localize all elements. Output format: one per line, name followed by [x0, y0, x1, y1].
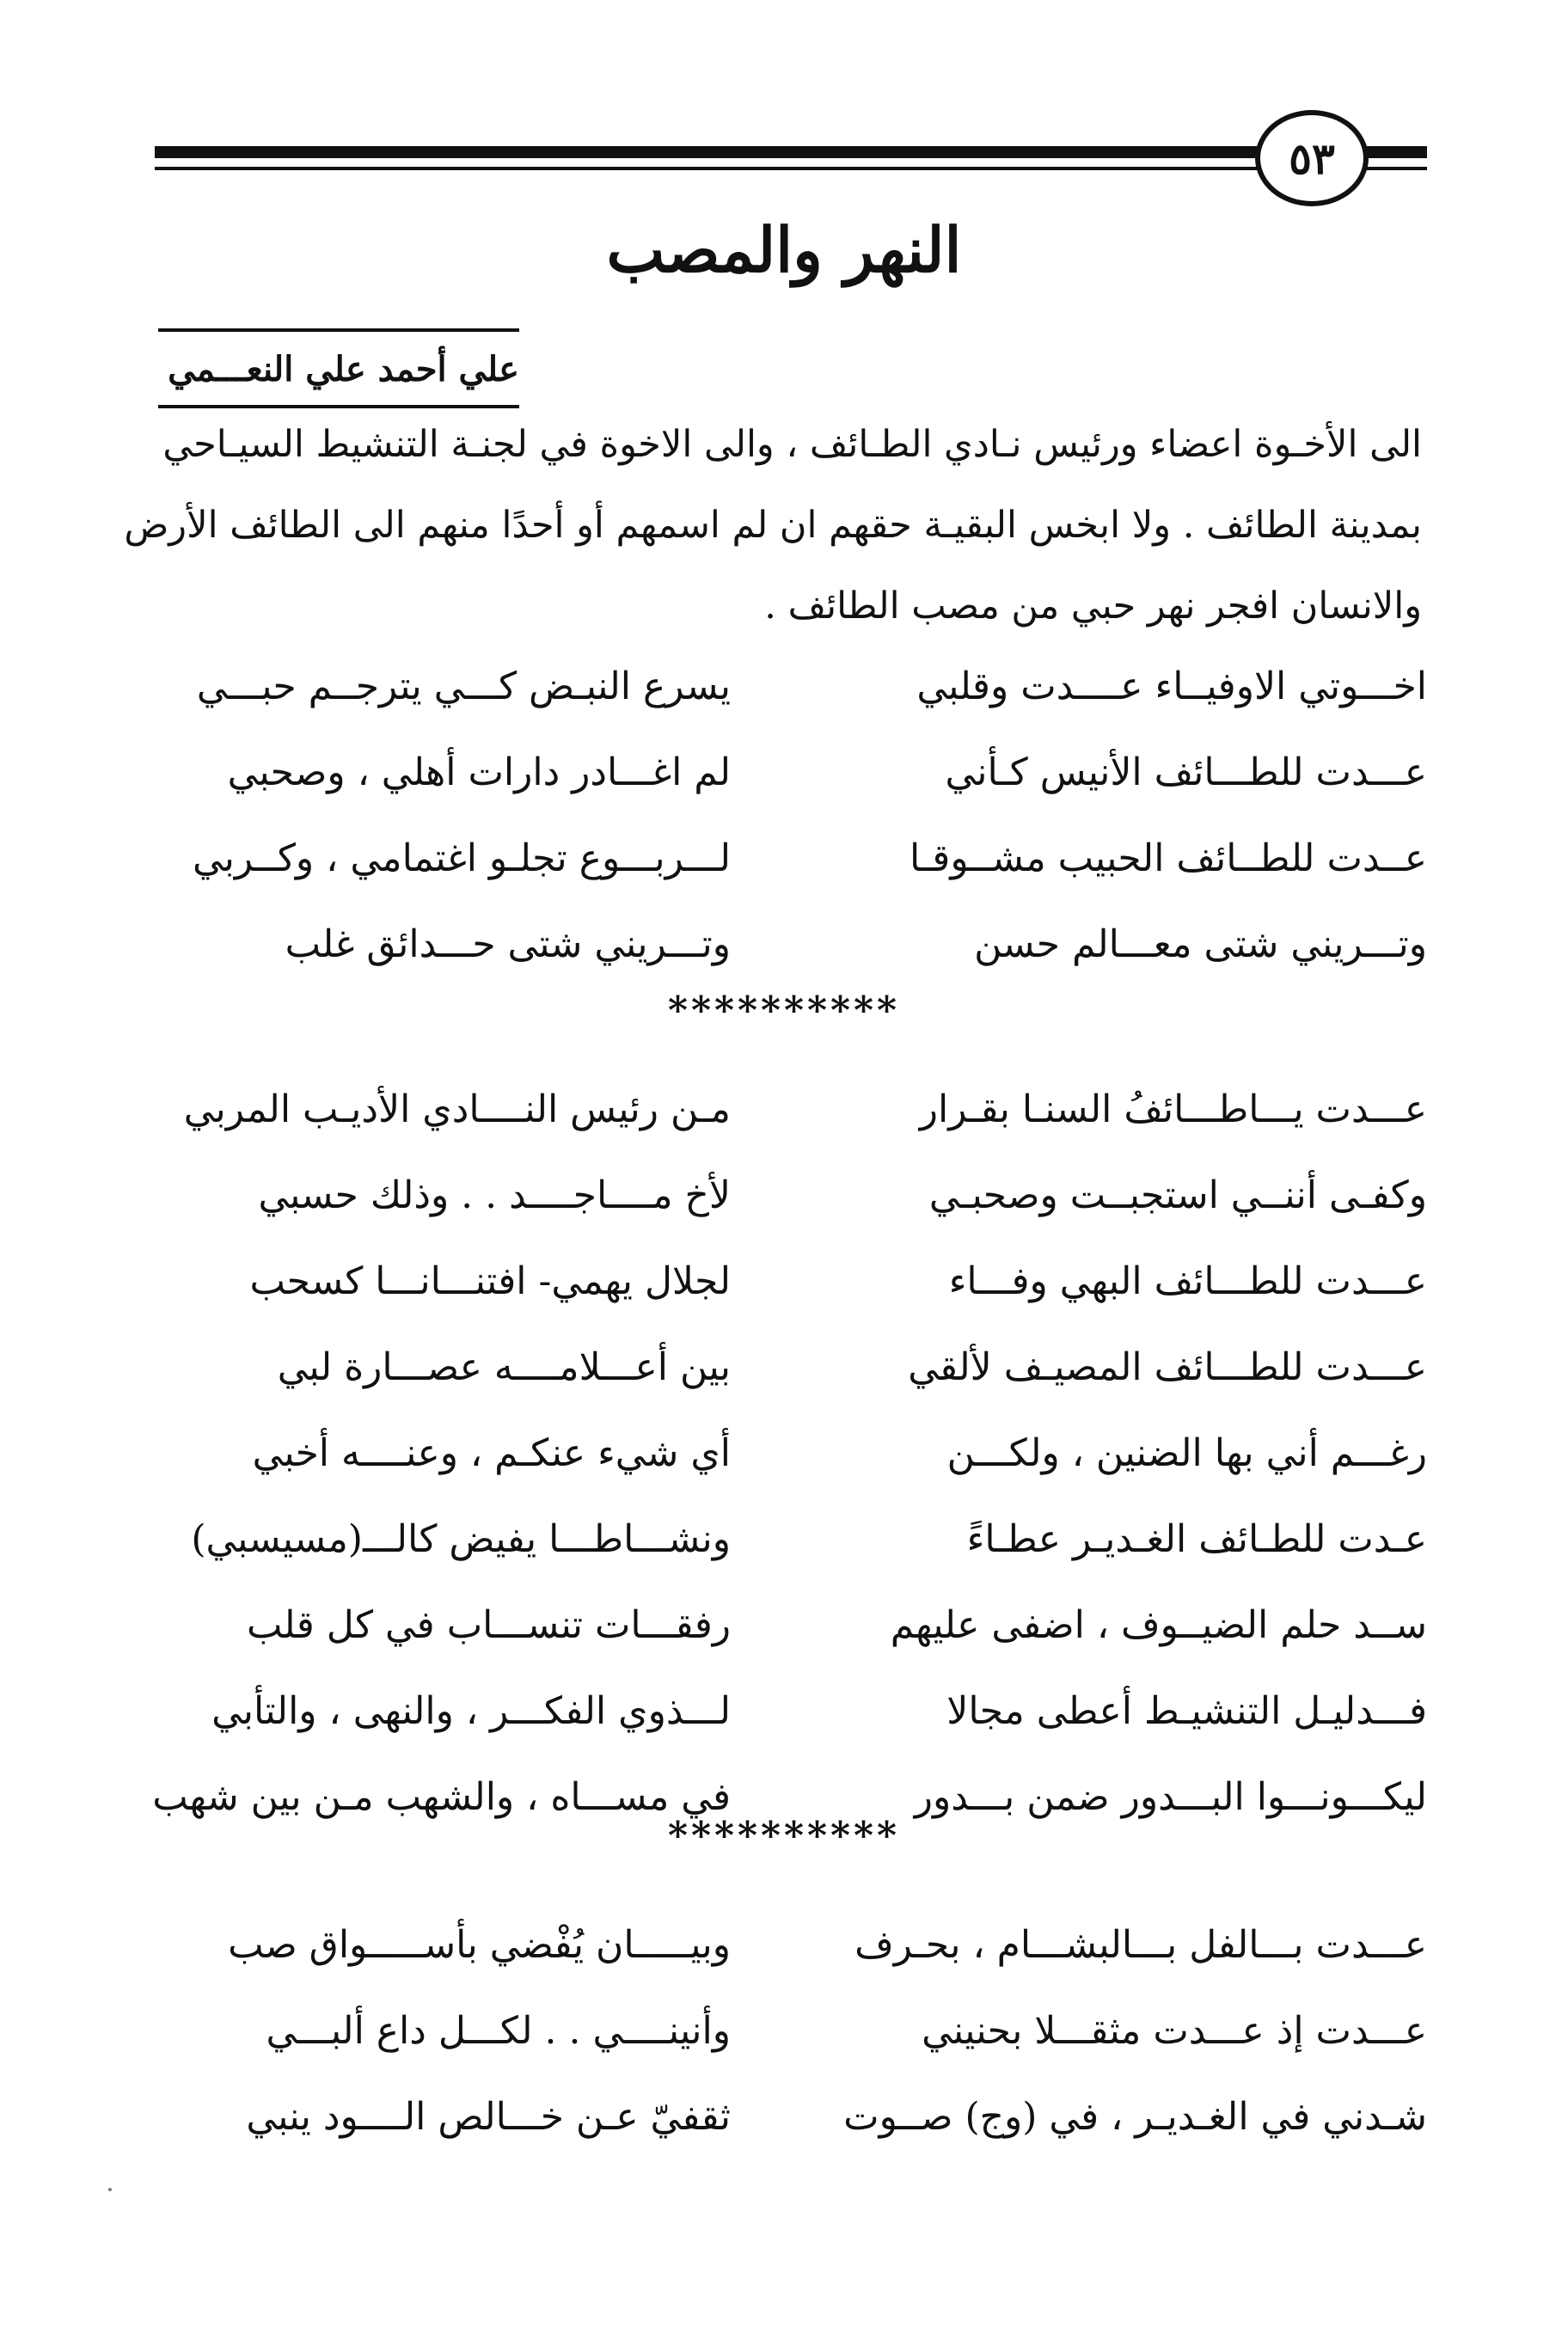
verse-first-hemistich: عـدت للطـائف الغـديـر عطـاءً	[966, 1516, 1427, 1561]
verse-second-hemistich: لم اغـــادر دارات أهلي ، وصحبي	[227, 750, 731, 794]
verse	[146, 1152, 1427, 1238]
verse-second-hemistich: لـــربـــوع تجلـو اغتمامي ، وكــربي	[192, 836, 731, 880]
scan-speck	[108, 2188, 112, 2191]
verse-second-hemistich: وبيـــــان يُفْضي بأســـــواق صب	[228, 1922, 731, 1967]
poem-title: النهر والمصب	[606, 213, 962, 286]
stanza-separator: **********	[667, 989, 901, 1032]
verse-first-hemistich: ليكـــونـــوا البـــدور ضمن بـــدور	[914, 1774, 1427, 1819]
stanza-separator: **********	[667, 1814, 901, 1858]
verse-second-hemistich: وأنينــــي . . لكـــل داع ألبـــي	[266, 2008, 731, 2053]
dedication-line: بمدينة الطائف . ولا ابخس البقيـة حقهم ان لم اسمهم أو أحدًا منهم الى الطائف الأرض	[124, 504, 1422, 547]
verse	[146, 1902, 1427, 1988]
verse-second-hemistich: ثقفيّ عـن خـــالص الــــود ينبي	[246, 2094, 731, 2139]
verse	[146, 1238, 1427, 1324]
verse	[146, 1410, 1427, 1496]
verse-first-hemistich: عـــدت للطـــائف الأنيس كـأني	[945, 750, 1427, 794]
verse	[146, 1324, 1427, 1410]
stanza-3	[146, 1902, 1427, 2159]
verse-second-hemistich: رفقـــات تنســـاب في كل قلب	[246, 1602, 731, 1647]
header-rule-thin	[155, 167, 1427, 170]
verse-first-hemistich: رغـــم أني بها الضنين ، ولكـــن	[946, 1430, 1427, 1475]
verse-second-hemistich: أي شيء عنكـم ، وعنــــه أخبي	[252, 1430, 731, 1475]
verse-first-hemistich: عـــدت يـــاطـــائفُ السنـا بقـرار	[919, 1087, 1427, 1131]
author-name: علي أحمد علي النعـــمي	[168, 349, 519, 389]
verse-first-hemistich: ســد حلم الضيــوف ، اضفى عليهم	[890, 1602, 1427, 1647]
verse-first-hemistich: فـــدليـل التنشيـط أعطى مجالا	[946, 1688, 1427, 1733]
verse-second-hemistich: ونشـــاطـــا يفيض كالـــ(مسيسبي)	[191, 1516, 731, 1561]
stanza-2	[146, 1066, 1427, 1840]
verse-second-hemistich: بين أعـــلامــــه عصـــارة لبي	[277, 1344, 731, 1389]
author-block	[158, 328, 519, 408]
verse-second-hemistich: لأخ مــــاجــــد . . وذلك حسبي	[258, 1173, 731, 1217]
verse	[146, 729, 1427, 815]
verse-second-hemistich: لـــذوي الفكـــر ، والنهى ، والتأبي	[211, 1688, 731, 1733]
verse	[146, 815, 1427, 901]
page-number: ٥٣	[1255, 110, 1369, 206]
verse-second-hemistich: يسرع النبـض كـــي يترجــم حبـــي	[196, 664, 731, 708]
verse	[146, 1988, 1427, 2073]
verse	[146, 1066, 1427, 1152]
verse-first-hemistich: اخـــوتي الاوفيــاء عــــدت وقلبي	[916, 664, 1427, 708]
verse-second-hemistich: في مســـاه ، والشهب مـن بين شهب	[152, 1774, 731, 1819]
verse	[146, 1496, 1427, 1582]
verse-first-hemistich: وتـــريني شتى معـــالم حسن	[974, 922, 1427, 966]
author-rule-top	[158, 328, 519, 332]
verse	[146, 1668, 1427, 1754]
dedication-line: الى الأخـوة اعضاء ورئيس نـادي الطـائف ، والى الاخوة في لجنـة التنشيط السيـاحي	[162, 423, 1422, 466]
verse-second-hemistich: لجلال يهمي- افتنـــانـــا كسحب	[249, 1259, 731, 1303]
verse-first-hemistich: شـدني في الغـديـر ، في (وج) صــوت	[843, 2094, 1427, 2139]
verse-first-hemistich: عـــدت للطـــائف البهي وفـــاء	[948, 1259, 1427, 1303]
verse-second-hemistich: وتـــريني شتى حـــدائق غلب	[285, 922, 731, 966]
verse-first-hemistich: عــدت للطــائف الحبيب مشــوقـا	[909, 836, 1427, 880]
header-rule-thick	[155, 146, 1427, 158]
dedication-line: والانسان افجر نهر حبي من مصب الطائف .	[764, 585, 1422, 628]
verse-second-hemistich: مـن رئيس النــــادي الأديـب المربي	[183, 1087, 731, 1131]
verse-first-hemistich: عـــدت بـــالفل بـــالبشـــام ، بحـرف	[854, 1922, 1427, 1967]
verse	[146, 2073, 1427, 2159]
verse	[146, 901, 1427, 987]
verse	[146, 643, 1427, 729]
verse-first-hemistich: وكفـى أننــي استجبــت وصحبـي	[928, 1173, 1427, 1217]
dedication-paragraph	[124, 404, 1422, 646]
verse-first-hemistich: عـــدت إذ عـــدت مثقـــلا بحنيني	[922, 2008, 1427, 2053]
stanza-1	[146, 643, 1427, 987]
verse	[146, 1582, 1427, 1668]
verse-first-hemistich: عـــدت للطـــائف المصيـف لألقي	[908, 1344, 1427, 1389]
